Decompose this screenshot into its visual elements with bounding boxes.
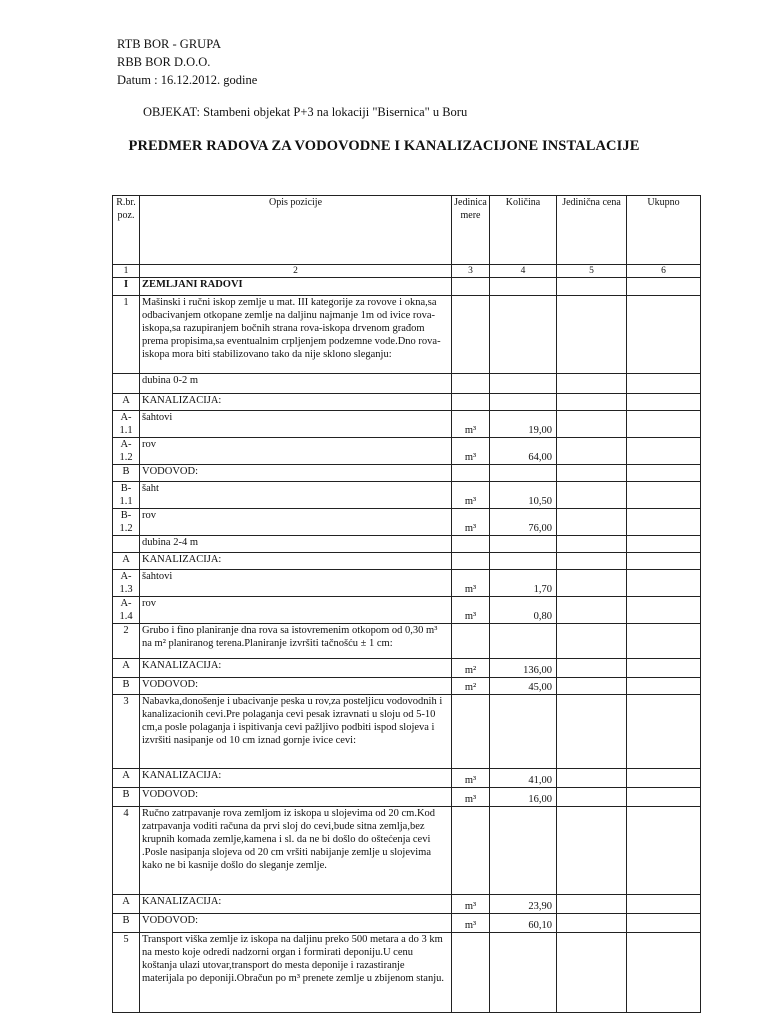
cell-cena (557, 438, 627, 465)
cell-cena (557, 553, 627, 570)
cell-opis: KANALIZACIJA: (140, 553, 452, 570)
colnum: 4 (490, 265, 557, 278)
cell-jm (452, 695, 490, 769)
cell-cena (557, 659, 627, 678)
cell-cena (557, 769, 627, 788)
cell-kolicina: 41,00 (490, 769, 557, 788)
cell-kolicina: 19,00 (490, 411, 557, 438)
cell-jm: m³ (452, 411, 490, 438)
table-row (113, 807, 701, 895)
table-row (113, 678, 701, 695)
cell-cena (557, 374, 627, 394)
cell-jm: m² (452, 659, 490, 678)
cell-ukupno (627, 597, 701, 624)
table-row (113, 374, 701, 394)
cell-kolicina (490, 624, 557, 659)
object-label: OBJEKAT: Stambeni objekat P+3 na lokaciji "Bisernica" u Boru (143, 105, 468, 119)
header-opis: Opis pozicije (140, 196, 452, 265)
cell-opis: Mašinski i ručni iskop zemlje u mat. III kategorije za rovove i okna,sa odbacivanjem otkopane zemlje na daljinu najmanje 1m od ivice rova-iskopa,sa razupiranjem bočnih strana rova-iskopa drvenom građom prema propisima,sa eventualnim crpljenjem podzemne vode.Dno rova-iskopa mora biti stabilizovano tako da nije sklono sleganju: (140, 296, 452, 374)
cell-jm: m³ (452, 570, 490, 597)
cell-ukupno (627, 624, 701, 659)
cell-kolicina: 1,70 (490, 570, 557, 597)
cell-opis: KANALIZACIJA: (140, 895, 452, 914)
cell-ukupno (627, 509, 701, 536)
cell-rbr (113, 536, 140, 553)
cell-kolicina: 45,00 (490, 678, 557, 695)
column-number-row (113, 265, 701, 278)
cell-jm: m² (452, 678, 490, 695)
company-name: RBB BOR D.O.O. (117, 55, 211, 69)
document-title: PREDMER RADOVA ZA VODOVODNE I KANALIZACIJONE INSTALACIJE (128, 138, 640, 154)
cell-kolicina: 136,00 (490, 659, 557, 678)
cell-jm: m³ (452, 482, 490, 509)
cell-opis: šaht (140, 482, 452, 509)
cell-jm: m³ (452, 509, 490, 536)
cell-rbr: A-1.3 (113, 570, 140, 597)
cell-ukupno (627, 788, 701, 807)
header-cena: Jedinična cena (557, 196, 627, 265)
cell-ukupno (627, 659, 701, 678)
cell-rbr: B (113, 914, 140, 933)
cell-rbr: B-1.2 (113, 509, 140, 536)
cell-jm (452, 624, 490, 659)
table-row (113, 438, 701, 465)
cell-kolicina (490, 536, 557, 553)
cell-rbr: B (113, 788, 140, 807)
cell-ukupno (627, 695, 701, 769)
table-row (113, 624, 701, 659)
cell-cena (557, 296, 627, 374)
cell-cena (557, 933, 627, 1013)
cell-rbr: A-1.2 (113, 438, 140, 465)
cell-ukupno (627, 465, 701, 482)
cell-ukupno (627, 553, 701, 570)
cell-rbr: A-1.4 (113, 597, 140, 624)
cell-opis: dubina 0-2 m (140, 374, 452, 394)
cell-cena (557, 914, 627, 933)
cell-opis: šahtovi (140, 570, 452, 597)
cell-jm: m³ (452, 895, 490, 914)
cell-kolicina (490, 695, 557, 769)
table-header-row (113, 196, 701, 265)
cell-cena (557, 597, 627, 624)
table-row (113, 570, 701, 597)
cell-opis: rov (140, 597, 452, 624)
cell-rbr: A (113, 895, 140, 914)
cell-opis: Nabavka,donošenje i ubacivanje peska u rov,za posteljicu vodovodnih i kanalizacionih cevi.Pre polaganja cevi pesak izravnati u sloju od 5-10 cm,a posle polaganja i ispitivanja cevi pažljivo podbiti ispod slojeva i izvršiti nasipanje od 10 cm iznad gornje ivice cevi: (140, 695, 452, 769)
cell-cena (557, 411, 627, 438)
cell-jm: m³ (452, 438, 490, 465)
cell-opis: dubina 2-4 m (140, 536, 452, 553)
table-row (113, 788, 701, 807)
cell-opis: KANALIZACIJA: (140, 769, 452, 788)
colnum: 2 (140, 265, 452, 278)
cell-rbr: 1 (113, 296, 140, 374)
cell-cena (557, 465, 627, 482)
cell-rbr (113, 374, 140, 394)
cell-opis: VODOVOD: (140, 788, 452, 807)
cell-rbr: 2 (113, 624, 140, 659)
table-row (113, 933, 701, 1013)
cell-cena (557, 807, 627, 895)
cell-kolicina: 60,10 (490, 914, 557, 933)
table-row (113, 914, 701, 933)
cell-cena (557, 394, 627, 411)
cell-cena (557, 678, 627, 695)
cell-opis: VODOVOD: (140, 465, 452, 482)
cell-rbr: A (113, 659, 140, 678)
cell-ukupno (627, 374, 701, 394)
table-row (113, 465, 701, 482)
cell-rbr: 4 (113, 807, 140, 895)
cell-jm: m³ (452, 788, 490, 807)
cell-rbr: B (113, 678, 140, 695)
cell-ukupno (627, 536, 701, 553)
table-row (113, 296, 701, 374)
table-row (113, 895, 701, 914)
cell-kolicina: 0,80 (490, 597, 557, 624)
header-kolicina: Količina (490, 196, 557, 265)
cell-ukupno (627, 438, 701, 465)
cell-rbr: A-1.1 (113, 411, 140, 438)
cell-kolicina: 10,50 (490, 482, 557, 509)
cell-rbr: A (113, 553, 140, 570)
cell-rbr: 5 (113, 933, 140, 1013)
cell-kolicina: 76,00 (490, 509, 557, 536)
cell-kolicina (490, 807, 557, 895)
cell-ukupno (627, 570, 701, 597)
cell-opis: VODOVOD: (140, 678, 452, 695)
cell-ukupno (627, 278, 701, 296)
table-row (113, 536, 701, 553)
cell-rbr: A (113, 769, 140, 788)
cell-kolicina (490, 296, 557, 374)
cell-kolicina (490, 394, 557, 411)
cell-kolicina (490, 465, 557, 482)
cell-rbr: B-1.1 (113, 482, 140, 509)
cell-jm (452, 807, 490, 895)
table-row (113, 509, 701, 536)
cell-jm (452, 933, 490, 1013)
header-ukupno: Ukupno (627, 196, 701, 265)
cell-jm (452, 553, 490, 570)
cell-kolicina: 23,90 (490, 895, 557, 914)
cell-rbr: 3 (113, 695, 140, 769)
cell-opis: rov (140, 509, 452, 536)
cell-jm: m³ (452, 914, 490, 933)
document-date: Datum : 16.12.2012. godine (117, 73, 258, 87)
colnum: 1 (113, 265, 140, 278)
header-jm: Jedinica mere (452, 196, 490, 265)
table-row (113, 659, 701, 678)
cell-opis: VODOVOD: (140, 914, 452, 933)
cell-ukupno (627, 895, 701, 914)
cell-opis: KANALIZACIJA: (140, 394, 452, 411)
colnum: 6 (627, 265, 701, 278)
cell-opis: Grubo i fino planiranje dna rova sa istovremenim otkopom od 0,30 m³ na m² planiranog terena.Planiranje izvršiti tačnošću ± 1 cm: (140, 624, 452, 659)
cell-jm (452, 536, 490, 553)
cell-rbr: A (113, 394, 140, 411)
cell-cena (557, 695, 627, 769)
table-row (113, 394, 701, 411)
cell-jm: m³ (452, 597, 490, 624)
cell-kolicina (490, 374, 557, 394)
cell-opis: Ručno zatrpavanje rova zemljom iz iskopa u slojevima od 20 cm.Kod zatrpavanja voditi računa da prvi sloj do cevi,bude sitna zemlja,bez krupnih komada zemlje,kamena i sl. da ne bi došlo do oštećenja cevi .Posle nasipanja slojeva od 20 cm vršiti nabijanje zemlje u slojevima kako ne bi kasnije došlo do sleganje zemlje. (140, 807, 452, 895)
table-row (113, 278, 701, 296)
cell-jm (452, 394, 490, 411)
table-row (113, 553, 701, 570)
cell-kolicina: 64,00 (490, 438, 557, 465)
cell-opis: šahtovi (140, 411, 452, 438)
cell-cena (557, 536, 627, 553)
cell-ukupno (627, 678, 701, 695)
cell-cena (557, 278, 627, 296)
company-group: RTB BOR - GRUPA (117, 37, 222, 51)
table-row (113, 411, 701, 438)
cell-ukupno (627, 807, 701, 895)
cell-ukupno (627, 914, 701, 933)
cell-cena (557, 570, 627, 597)
cell-cena (557, 509, 627, 536)
cell-kolicina: 16,00 (490, 788, 557, 807)
table-row (113, 597, 701, 624)
cell-rbr: I (113, 278, 140, 296)
cell-opis: Transport viška zemlje iz iskopa na daljinu preko 500 metara a do 3 km na mesto koje odredi nadzorni organ i formirati deponiju.U cenu koštanja ulazi utovar,transport do mesta deponije i razastiranje materijala po deponiji.Obračun po m³ prenete zemlje u zbijenom stanju. (140, 933, 452, 1013)
cell-opis: ZEMLJANI RADOVI (140, 278, 452, 296)
table-row (113, 482, 701, 509)
table-row (113, 695, 701, 769)
cell-opis: KANALIZACIJA: (140, 659, 452, 678)
colnum: 3 (452, 265, 490, 278)
cell-ukupno (627, 933, 701, 1013)
cell-jm (452, 296, 490, 374)
cell-kolicina (490, 278, 557, 296)
bill-of-quantities-table (112, 195, 701, 1013)
cell-ukupno (627, 769, 701, 788)
cell-cena (557, 895, 627, 914)
colnum: 5 (557, 265, 627, 278)
cell-opis: rov (140, 438, 452, 465)
cell-ukupno (627, 296, 701, 374)
cell-rbr: B (113, 465, 140, 482)
cell-jm (452, 278, 490, 296)
cell-ukupno (627, 394, 701, 411)
cell-cena (557, 482, 627, 509)
header-rbr: R.br. poz. (113, 196, 140, 265)
cell-jm: m³ (452, 769, 490, 788)
cell-kolicina (490, 553, 557, 570)
cell-jm (452, 374, 490, 394)
table-row (113, 769, 701, 788)
cell-ukupno (627, 411, 701, 438)
cell-kolicina (490, 933, 557, 1013)
cell-jm (452, 465, 490, 482)
cell-cena (557, 624, 627, 659)
cell-ukupno (627, 482, 701, 509)
cell-cena (557, 788, 627, 807)
